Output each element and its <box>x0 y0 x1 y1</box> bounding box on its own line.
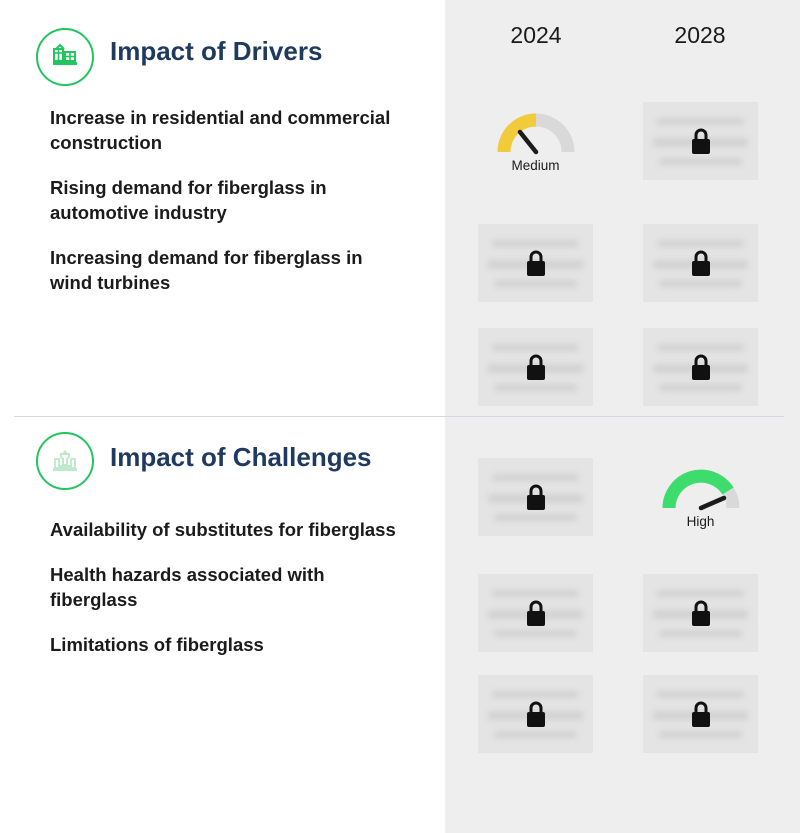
gauge-label: Medium <box>511 157 560 173</box>
cell-challenges-3-2028 <box>643 675 758 753</box>
section-drivers-header <box>0 18 445 84</box>
cell-drivers-2-2028 <box>643 224 758 302</box>
gauge-medium-2024 <box>478 102 593 180</box>
list-item: Increasing demand for fiberglass in wind turbines <box>50 246 363 293</box>
section-challenges-header <box>0 422 445 488</box>
impact-cells-grid <box>445 0 800 833</box>
lock-icon <box>523 482 549 512</box>
cell-drivers-1-2028 <box>643 102 758 180</box>
locked-placeholder[interactable] <box>478 224 593 302</box>
list-item: Health hazards associated with fiberglass <box>50 563 325 610</box>
list-item: Limitations of fiberglass <box>50 633 264 655</box>
cell-challenges-2-2024 <box>478 574 593 652</box>
locked-placeholder[interactable] <box>643 328 758 406</box>
locked-placeholder[interactable] <box>478 328 593 406</box>
cell-challenges-1-2024 <box>478 458 593 536</box>
locked-placeholder[interactable] <box>643 574 758 652</box>
list-item: Rising demand for fiberglass in automotive industry <box>50 176 327 223</box>
lock-icon <box>523 248 549 278</box>
cell-drivers-3-2024 <box>478 328 593 406</box>
locked-placeholder[interactable] <box>643 102 758 180</box>
cell-challenges-2-2028 <box>643 574 758 652</box>
list-item: Increase in residential and commercial construction <box>50 107 391 153</box>
chess-strategy-icon <box>36 432 94 490</box>
lock-icon <box>688 352 714 382</box>
challenges-item-list <box>50 518 430 678</box>
locked-placeholder[interactable] <box>478 574 593 652</box>
locked-placeholder[interactable] <box>478 675 593 753</box>
gauge-high-2028 <box>643 458 758 536</box>
cell-challenges-3-2024 <box>478 675 593 753</box>
lock-icon <box>523 598 549 628</box>
locked-placeholder[interactable] <box>643 224 758 302</box>
cell-challenges-1-2028 <box>643 458 758 536</box>
cell-drivers-2-2024 <box>478 224 593 302</box>
section-drivers <box>0 18 445 418</box>
cell-drivers-1-2024 <box>478 102 593 180</box>
gauge-label: High <box>686 513 715 529</box>
lock-icon <box>688 598 714 628</box>
section-challenges-title: Impact of Challenges <box>110 442 372 472</box>
lock-icon <box>688 248 714 278</box>
locked-placeholder[interactable] <box>643 675 758 753</box>
lock-icon <box>523 699 549 729</box>
lock-icon <box>688 699 714 729</box>
locked-placeholder[interactable] <box>478 458 593 536</box>
section-challenges <box>0 422 445 822</box>
list-item: Availability of substitutes for fiberglass <box>50 519 396 540</box>
drivers-item-list <box>50 106 430 316</box>
construction-factory-icon <box>36 28 94 86</box>
column-header-2024: 2024 <box>510 22 562 48</box>
column-header-2028: 2028 <box>674 22 726 48</box>
lock-icon <box>688 126 714 156</box>
cell-drivers-3-2028 <box>643 328 758 406</box>
lock-icon <box>523 352 549 382</box>
section-drivers-title: Impact of Drivers <box>110 36 323 66</box>
